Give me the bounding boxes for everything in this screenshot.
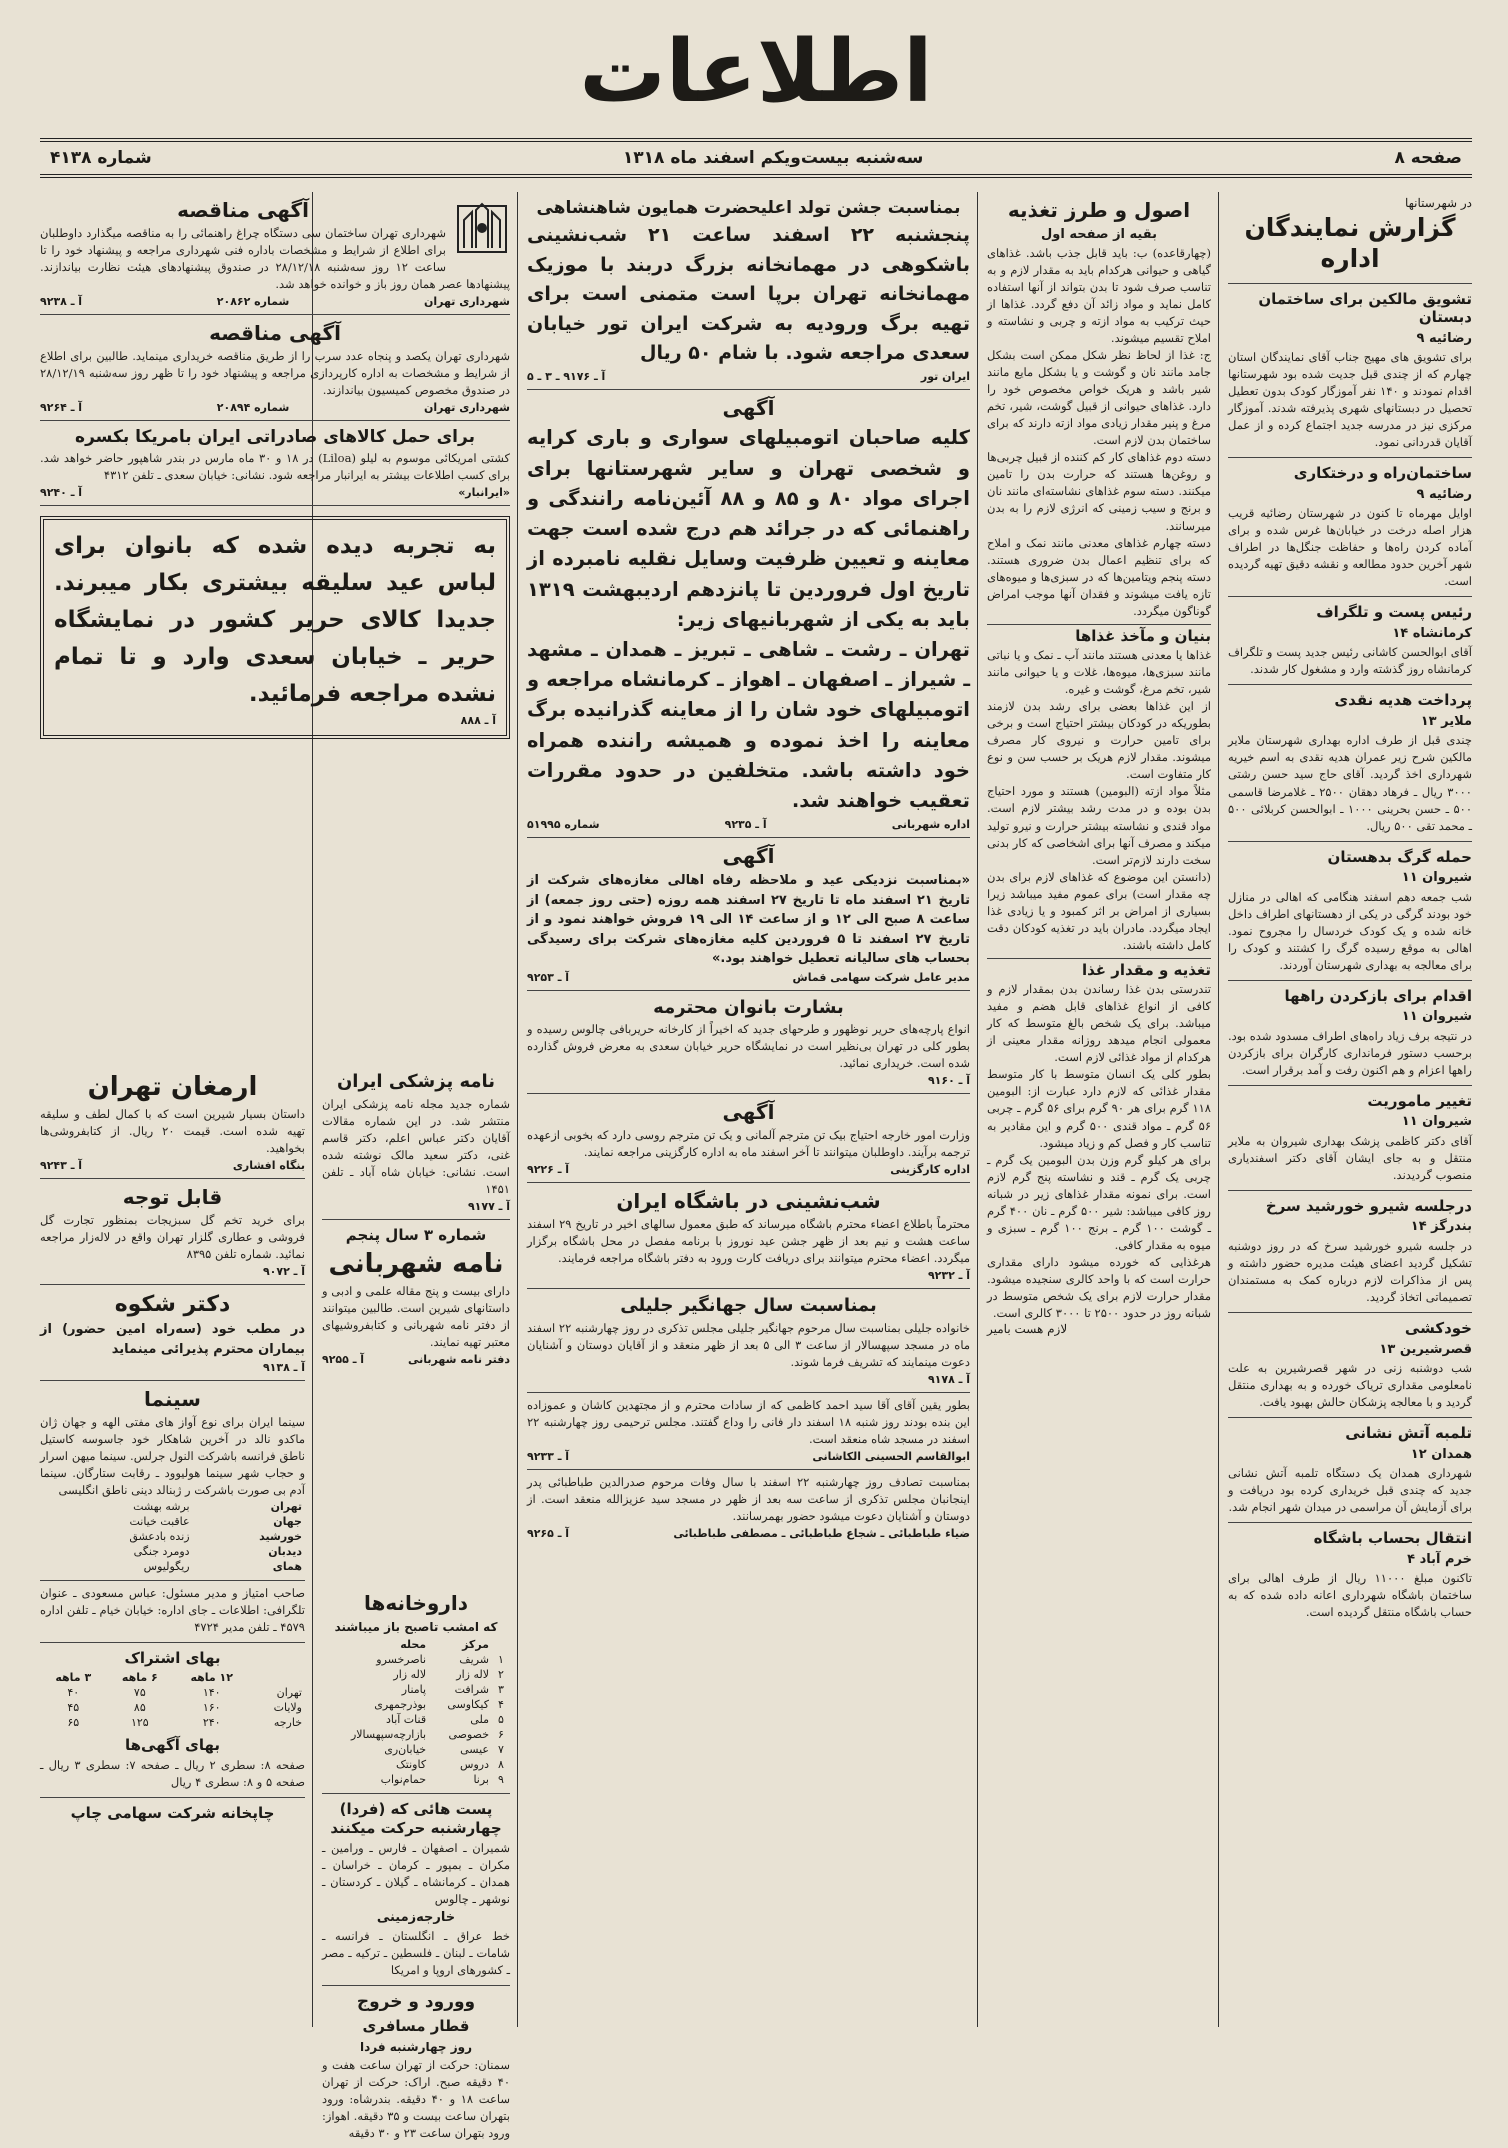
ad-memorial-kazemi (527, 1393, 970, 1470)
news-item (1228, 685, 1472, 841)
ad-signature: بنگاه افشاری (232, 1158, 305, 1172)
news-dateline: کرمانشاه ۱۴ (1392, 626, 1472, 642)
film-title: عاقبت خیانت (129, 1515, 190, 1529)
ad-footer (527, 816, 970, 831)
pharmacy-name: دروس (460, 1758, 489, 1771)
ad-store-hours (527, 838, 970, 991)
ad-footer (40, 484, 510, 499)
ad-code: آ ـ ۹۲۵۵ (322, 1352, 365, 1366)
table-cell: ولایات (273, 1700, 302, 1714)
article-end: لازم هست بامیر (987, 1321, 1068, 1336)
ad-footer (40, 1359, 305, 1374)
table-cell: ۱۲۵ (130, 1715, 149, 1729)
pharmacies-subtitle: که امشب تاصبح باز میباشند (334, 1620, 498, 1634)
cinema-listings (40, 1381, 305, 1581)
ad-body: در مطب خود (سه‌راه امین حضور) از بیماران محترم پذیرائی مینماید (40, 1322, 305, 1357)
column-header: ۳ ماهه (55, 1670, 92, 1684)
row-number: ۷ (498, 1743, 504, 1756)
news-item (1228, 1523, 1472, 1627)
foreign-post-body: خط عراق ـ انگلستان ـ فرانسه ـ شامات ـ لبنان ـ فلسطین ـ ترکیه ـ مصر ـ کشورهای اروپا و امریکا (322, 1928, 510, 1977)
district-name: ناصرخسرو (376, 1653, 427, 1666)
ad-footer (527, 1448, 970, 1463)
ad-footer (54, 712, 496, 727)
article-subheading: بنیان و مآخذ غذاها (987, 624, 1211, 648)
district-name: بوذرجمهری (374, 1698, 427, 1711)
article-paragraph: مثلاً مواد ازته (البومین) هستند و مورد احتیاج بدن بوده و در مدت رشد بیشتر لازم است. مواد قندی و نشاسته بیشتر حرارت و نیرو تولید میکند و مصرف آنها برای اشخاصی که کار بدنی سخت دارند لازم‌تر است. (987, 784, 1211, 867)
ad-title: آگهی مناقصه (209, 321, 341, 346)
pharmacy-name: عیسی (460, 1743, 489, 1756)
film-title: دومرد جنگی (133, 1545, 190, 1559)
ad-number: شماره ۵۱۹۹۵ (527, 818, 600, 832)
article-nutrition (987, 192, 1211, 1342)
ad-shipping (40, 421, 510, 506)
provinces-header (1228, 192, 1472, 284)
district-name: پامنار (401, 1683, 427, 1696)
article-paragraph: دسته دوم غذاهای کار کم کننده از قبیل چربی‌ها و روغن‌ها هستند که حرارت بدن را تامین میکنند. دسته سوم غذاهای نشاسته‌ای مانند نان و برنج و سیب زمینی که انرژی لازم را به بدن میرسانند. (987, 450, 1211, 533)
ad-title: شب‌نشینی در باشگاه ایران (616, 1189, 881, 1214)
page-number: صفحه ۸ (1394, 148, 1462, 168)
ad-armaghan (40, 1065, 305, 1179)
post-schedule (322, 1794, 510, 1986)
news-title: اقدام برای بازکردن راهها (1284, 986, 1472, 1005)
ad-signature: ایران تور (920, 370, 970, 384)
district-name: کاونتک (395, 1758, 427, 1771)
ad-footer (527, 1371, 970, 1386)
subscription-title: بهای اشتراک (124, 1649, 221, 1668)
column-classifieds-top (40, 192, 510, 1060)
article-paragraph: تندرستی بدن غذا رساندن بدن بمقدار لازم و کافی از انواع غذاهای قابل هضم و مفید میباشد. برای یک شخص بالغ متوسط که کار معمولی انجام میدهد روزانه مقدار معینی از هرکدام از مواد غذائی لازم است. (987, 982, 1211, 1065)
district-name: قنات آباد (385, 1713, 427, 1726)
table-row (322, 1652, 510, 1667)
news-dateline: خرم آباد ۴ (1407, 1551, 1472, 1567)
column-header (250, 1670, 305, 1685)
film-title: ریگولیوس (143, 1560, 190, 1574)
column-header: محله (400, 1638, 427, 1651)
cinema-name: خورشید (259, 1530, 302, 1544)
news-body: شب جمعه دهم اسفند هنگامی که اهالی در منازل خود بودند گرگی در یکی از دهستانهای اطراف داخل خانه شده و یک کودک خردسال را مجروح نمود. اهالی به موقع رسیده گرگ را کشتند و کودک را برای معالجه به بهداری شهرستان آوردند. (1228, 889, 1472, 972)
ad-memorial-tabatabai (527, 1470, 970, 1546)
news-title: حمله گرگ بدهستان (1327, 847, 1472, 866)
ad-body: شهرداری تهران یکصد و پنجاه عدد سرب را از طریق مناقصه خریداری مینماید. طالبین برای اطلاع از شرایط و مشخصات به اداره کارپردازی مراجعه و پیشنهاد خود را تا ظهر روز سه‌شنبه ۲۸/۱۲/۱۹ در صندوق مخصوص کمیسیون بیاندازند. (40, 349, 510, 398)
column-header: مرکز (462, 1638, 489, 1651)
table-cell: خارجه (273, 1715, 302, 1729)
table-row (40, 1529, 305, 1544)
news-dateline: رضائیه ۹ (1416, 487, 1472, 503)
column-rule (977, 192, 978, 2027)
imprint (40, 1581, 305, 1643)
ad-police-journal (322, 1220, 510, 1372)
news-item (1228, 1313, 1472, 1418)
table-row (40, 1700, 305, 1715)
news-dateline: رضائیه ۹ (1416, 331, 1472, 346)
table-row (322, 1727, 510, 1742)
news-title: رئیس پست و تلگراف (1316, 603, 1472, 622)
table-cell: ۸۵ (133, 1700, 146, 1714)
ad-title: بمناسبت جشن تولد اعلیحضرت همایون شاهنشاهی (536, 198, 961, 218)
ad-code: آ ـ ۹۲۳۳ (527, 1450, 570, 1463)
news-body: برای تشویق های مهیج جناب آقای نمایندگان استان چهارم که از چندی قبل جدیت شده بود شهرستانها اقدام نمودند و ۱۴۰ نفر آموزگار کودک بدون تعطیل تحصیل در دبستانهای شهری پذیرفته شدند. آموزگار مرکزی نیز در مدرسه جدید اجتماع کرده و از عمل آقایان قدردانی نمود. (1228, 350, 1472, 450)
pharmacies-title: داروخانه‌ها (363, 1591, 468, 1615)
table-row (40, 1559, 305, 1574)
news-body: شهرداری همدان یک دستگاه تلمبه آتش نشانی جدید که چندی قبل خریداری کرده بود دریافت و برای آزمایش آن مراسمی در میدان شهر انجام شد. (1228, 1465, 1472, 1514)
ad-tender-traffic-lights (40, 192, 510, 315)
news-dateline: قصرشیرین ۱۳ (1379, 1341, 1472, 1357)
ad-signature: شهرداری تهران (424, 401, 510, 415)
cinema-name: تهران (270, 1500, 302, 1514)
news-title: تلمبه آتش نشانی (1345, 1423, 1472, 1442)
issue-number: شماره ۴۱۳۸ (50, 148, 152, 168)
article-paragraph: دسته چهارم غذاهای معدنی مانند نمک و املاح که برای تنظیم اعمال بدن ضروری هستند. دسته پنجم ویتامین‌ها که در سبزی‌ها و میوه‌های تازه یافت میشوند و فقدان آنها موجب امراض گوناگون میگردد. (987, 535, 1211, 618)
column-nutrition (987, 192, 1211, 2027)
news-body: تاکنون مبلغ ۱۱۰۰۰ ریال از طرف اهالی برای ساختمان باشگاه شهرداری اعانه داده شده که به حساب باشگاه منتقل گردیده است. (1228, 1570, 1473, 1619)
news-dateline: شیروان ۱۱ (1401, 1009, 1472, 1025)
ad-body: وزارت امور خارجه احتیاج بیک تن مترجم آلمانی و یک تن مترجم روسی دارد که بخوبی ازعهده ترجمه برآیند. داوطلبان میتوانند تا آخر اسفند ماه به اداره کارگزینی مراجعه نمایند. (527, 1128, 970, 1160)
ad-body: به تجربه دیده شده که بانوان برای لباس عید سلیقه بیشتری بکار میبرند. جدیدا کالای حریر کشور در نمایشگاه حریر ـ خیابان سعدی وارد و تا تمام نشده مراجعه فرمائید. (54, 533, 496, 707)
ad-body-cities: تهران ـ رشت ـ شاهی ـ تبریز ـ همدان ـ مشهد ـ شیراز ـ اصفهان ـ اهواز ـ کرمانشاه مراجعه و اتومبیلهای خود شان را از معاینه گذرانیده برگ معاینه را اخذ نموده و همیشه راننده همراه خود داشته باشد. متخلفین در حدود مقررات تعقیب خواهند شد. (527, 637, 970, 813)
ad-body: انواع پارچه‌های حریر نوظهور و طرحهای جدید که اخیراً از کارخانه حریربافی چالوس رسیده و بطور کلی در تهران بی‌نظیر است در نمایشگاه حریر خیابان سعدی به معرض فروش گذارده شده است. خریداری نمائید. (527, 1022, 970, 1071)
subscription-table (40, 1670, 305, 1730)
ad-footer (527, 1525, 970, 1540)
ad-signature: «ایرانبار» (458, 486, 510, 500)
table-cell: ۶۵ (67, 1715, 80, 1729)
table-cell: ۴۰ (67, 1685, 80, 1699)
ad-vehicle-inspection (527, 390, 970, 838)
ad-body: شهرداری تهران ساختمان سی دستگاه چراغ راهنمائی را به مناقصه میگذارد داوطلبان برای اطلاع از شرایط و مشخصات باداره فنی شهرداری مراجعه و پیشنهاد خود را تا ساعت ۱۲ روز سه‌شنبه ۲۸/۱۲/۱۸ در صندوق پیشنهادهای هیئت نظارت بیاندازند. پیشنهادها عصر همان روز باز و خوانده خواهد شد. (40, 226, 510, 292)
ad-number: شماره ۲۰۸۹۴ (216, 401, 290, 415)
ad-code: آ ـ ۹۲۲۶ (527, 1163, 570, 1177)
news-dateline: ملایر ۱۳ (1420, 714, 1472, 730)
cinema-body: سینما ایران برای نوع آواز های مفتی الهه و جهان ژان ماکدو نالد در آخرین شاهکار خود جاسوسه کاستیل ناطق فرانسه باشرکت النول جرلس. سینما میهن اسرار و حجاب شهر سینما هولیوود ـ رقابت ستارگان. سینما آدم بی صورت باشرکت ر ژبنالد دینی ناطق انگلیسی (40, 1415, 305, 1498)
pharmacy-name: شریف (459, 1653, 489, 1666)
ad-rates-body: صفحه ۸: سطری ۲ ریال ـ صفحه ۷: سطری ۳ ریال ـ صفحه ۵ و ۸: سطری ۴ ریال (40, 1757, 306, 1789)
post-title: پست هائی که (فردا) چهارشنبه حرکت میکنند (330, 1800, 502, 1837)
ad-body: دارای بیست و پنج مقاله علمی و ادبی و داستانهای شیرین است. طالبین میتوانند از دفتر نامه شهربانی و کتابفروشیهای معتبر تهیه نمایند. (322, 1283, 510, 1349)
subscription-rates (40, 1643, 305, 1798)
table-cell: ۴۵ (67, 1700, 80, 1714)
ad-body: «بمناسبت نزدیکی عید و ملاحظه رفاه اهالی مغازه‌های شرکت از تاریخ ۲۱ اسفند ماه تا تاریخ ۲۷ اسفند همه روزه (حتی روز جمعه) از ساعت ۸ صبح الی ۱۲ و از ساعت ۱۴ الی ۱۹ فروش خواهند نمود و از تاریخ ۲۷ اسفند تا ۵ فروردین کلیه مغازه‌های شرکت برای رسیدگی بحساب های سالیانه تعطیل خواهند بود.» (527, 873, 970, 967)
pharmacy-name: شرافت (454, 1683, 489, 1696)
table-cell: ۲۴۰ (202, 1715, 221, 1729)
emblem-icon (454, 198, 510, 258)
ad-signature: اداره شهربانی (891, 818, 970, 832)
article-subheading: تغذیه و مقدار غذا (987, 958, 1211, 982)
news-title: پرداخت هدیه نقدی (1334, 691, 1472, 710)
ad-title: نامه پزشکی ایران (336, 1071, 496, 1092)
issue-date: سه‌شنبه بیست‌ویکم اسفند ماه ۱۳۱۸ (622, 148, 924, 168)
ad-code: آ ـ ۹۱۷۶ ـ ۳ ـ ۵ (527, 370, 606, 384)
ad-title: آگهی (722, 1100, 775, 1125)
pharmacy-name: خصوصی (448, 1728, 489, 1741)
news-title: انتقال بحساب باشگاه (1313, 1528, 1472, 1547)
article-continued: بقیه از صفحه اول (1041, 227, 1157, 242)
ad-title: ارمغان تهران (87, 1072, 258, 1102)
table-row (40, 1544, 305, 1559)
article-paragraph: غذاها یا معدنی هستند مانند آب ـ نمک و یا نباتی مانند سبزی‌ها، میوه‌ها، غلات و یا حیوانی مانند شیر، تخم مرغ، گوشت و غیره. (987, 648, 1211, 697)
column-header: ۱۲ ماهه (190, 1670, 233, 1684)
row-number: ۶ (498, 1728, 504, 1741)
masthead (40, 20, 1472, 125)
cinema-title: سینما (144, 1387, 201, 1412)
news-title: ساختمان‌راه و درختکاری (1293, 464, 1472, 483)
ad-kicker: شماره ۳ سال پنجم (345, 1225, 487, 1244)
ad-footer (322, 1351, 510, 1366)
news-item (1228, 284, 1472, 459)
train-schedule (322, 1986, 510, 2148)
ad-code: آ ـ ۹۱۶۰ (927, 1074, 970, 1088)
news-item (1228, 458, 1472, 597)
cinema-table (40, 1499, 305, 1574)
newspaper-page (40, 20, 1473, 2140)
news-dateline: شیروان ۱۱ (1401, 870, 1472, 886)
boxed-ad (40, 516, 510, 739)
ad-title: قابل توجه (122, 1184, 223, 1209)
article-paragraph: بطور کلی یک انسان متوسط با کار متوسط مقدار غذائی که لازم دارد عبارت از: البومین ۱۱۸ گرم برای هر ۹۰ گرم برای ۵۶ گرم ـ چربی ۵۶ گرم ـ مواد قندی ۵۰۰ گرم و این مقادیر به تناسب کار و فصل کم و زیاد میشود. (987, 1067, 1211, 1150)
table-row (322, 1742, 510, 1757)
ad-number: شماره ۲۰۸۶۲ (216, 295, 290, 309)
ad-body: پنجشنبه ۲۲ اسفند ساعت ۲۱ شب‌نشینی باشکوهی در مهمانخانه بزرگ دربند با موزیک مهمانخانه تهران برپا است متمنی است برای تهیه برگ ورودیه به شرکت ایران تور خیابان سعدی مراجعه شود. با شام ۵۰ ریال (527, 224, 970, 364)
ad-signature: ضیاء طباطبائی ـ شجاع طباطبائی ـ مصطفی طباطبائی (673, 1527, 970, 1541)
masthead-title: اطلاعات (579, 22, 933, 122)
ad-body: بطور یقین آقای آقا سید احمد کاظمی که از سادات محترم و از مجتهدین کاشان و عموزاده این بنده بودند روز شنبه ۱۸ اسفند دار فانی را وداع گفتند. مجلس ترحیمی روز چهارشنبه ۲۲ اسفند در مسجد شاه منعقد است. (527, 1397, 970, 1446)
column-left-small (40, 1065, 305, 2027)
news-dateline: شیروان ۱۱ (1401, 1114, 1472, 1130)
row-number: ۹ (498, 1773, 504, 1786)
ad-footer (40, 399, 510, 414)
district-name: خیابان‌ری (384, 1743, 427, 1756)
ad-signature: شهرداری تهران (424, 295, 510, 309)
news-dateline: همدان ۱۲ (1410, 1446, 1472, 1462)
header-bar (40, 138, 1472, 178)
ad-title: بمناسبت سال جهانگیر جلیلی (620, 1295, 877, 1317)
news-body: چندی قبل از طرف اداره بهداری شهرستان ملایر مالکین شرح زیر عمران هدیه نقدی به اسم خیریه شهرداری اخذ گردید. آقای حاج سید حسن رشتی ۳۰۰۰ ریال ـ فرهاد دهقان ۲۵۰۰ ـ غلامرضا قاسمی ۵۰۰ ـ حسن بحرینی ۱۰۰۰ ـ ابوالحسن کربلائی ۵۰۰ ـ محمد تقی ۵۰۰ ریال. (1228, 733, 1472, 833)
ad-body: بمناسبت تصادف روز چهارشنبه ۲۲ اسفند با سال وفات مرحوم صدرالدین طباطبائی پدر اینجانبان مجلس تذکری از ساعت سه بعد از ظهر در مسجد سید عزیزالله منعقد است. از دوستان و آشنایان دعوت میشود حضور بهمرسانند. (527, 1475, 970, 1524)
ad-footer (40, 1263, 305, 1278)
ad-code: آ ـ ۹۲۶۵ (527, 1527, 570, 1541)
pharmacy-table (322, 1637, 510, 1787)
ad-footer (527, 1072, 970, 1087)
table-row (322, 1757, 510, 1772)
ad-code: آ ـ ۹۲۶۴ (40, 401, 83, 415)
travel-title: وورود و خروج (356, 1991, 476, 2012)
row-number: ۳ (498, 1683, 504, 1696)
news-title: درجلسه شیرو خورشید سرخ (1265, 1196, 1472, 1215)
news-body: در نتیجه برف زیاد راه‌های اطراف مسدود شده بود. برحسب دستور فرمانداری کارگران برای بازکردن راهها اعزام و هم اکنون رفت و آمد برقرار است. (1228, 1028, 1472, 1077)
news-dateline: بندرگز ۱۴ (1410, 1219, 1472, 1235)
ad-code: آ ـ ۸۸۸ (460, 714, 496, 728)
table-cell: ۷۵ (133, 1685, 146, 1699)
ad-medical-journal (322, 1065, 510, 1220)
row-number: ۵ (498, 1713, 504, 1726)
table-row (322, 1697, 510, 1712)
table-row (322, 1772, 510, 1787)
news-body: شب دوشنبه زنی در شهر قصرشیرین به علت نامعلومی مقداری تریاک خورده و به بهداری منتقل گردید و با معالجه پزشکان حالش بهبود یافت. (1228, 1360, 1472, 1409)
ad-title: برای حمل کالاهای صادراتی ایران بامریکا بکسره (75, 427, 475, 448)
ad-body: خانواده جلیلی بمناسبت سال مرحوم جهانگیر جلیلی مجلس تذکری در روز چهارشنبه ۲۲ اسفند ماه در مسجد سپهسالار از ساعت ۳ الی ۵ بعد از ظهر منعقد و از آقایان دوستان و آشنایان دعوت مینمایند که تشریف فرما شوند. (527, 1320, 970, 1369)
row-number: ۱ (498, 1653, 504, 1666)
train-subtitle: روز چهارشنبه فردا (359, 2039, 473, 2054)
news-item (1228, 981, 1472, 1086)
article-paragraph: (چهارقاعده) ب: باید قابل جذب باشد. غذاهای گیاهی و حیوانی هرکدام باید به مقدار لازم و به تناسب صرف شود تا بدن بتواند از آنها استفاده کامل نماید و مواد زائد آن دفع گردد. غذاها از حیث ترکیب به مواد ازته و چربی و نشاسته و املاح تقسیم میشوند. (987, 246, 1211, 346)
ad-rates-title: بهای آگهی‌ها (124, 1735, 221, 1754)
ad-title: آگهی (722, 844, 775, 869)
ad-body: برای خرید تخم گل سبزیجات بمنظور تجارت گل فروشی و عطاری گلزار تهران واقع در لاله‌زار مراجعه نمائید. شماره تلفن ۸۳۹۵ (40, 1212, 305, 1261)
table-row (40, 1499, 305, 1514)
table-row (322, 1682, 510, 1697)
pharmacy-name: برنا (473, 1773, 489, 1786)
article-paragraph: ج: غذا از لحاظ نظر شکل ممکن است بشکل جامد مانند نان و گوشت و یا بشکل مایع مانند شیر باشد و هریک خواص مخصوص خود را دارد. غذاهای حیوانی از قبیل گوشت، شیر، تخم مرغ و پنیر مقدار زیادی مواد ازته دارند که برای ساختمان بدن لازم است. (987, 348, 1211, 448)
ad-notice (40, 1179, 305, 1285)
ad-signature: دفتر نامه شهربانی (407, 1352, 510, 1366)
ad-code: آ ـ ۹۲۵۳ (527, 970, 570, 984)
article-title: اصول و طرز تغذیه (1007, 198, 1191, 222)
foreign-post-title: خارجه‌زمینی (376, 1909, 456, 1925)
column-journals (322, 1065, 510, 1577)
ad-code: آ ـ ۹۱۳۸ (262, 1361, 305, 1375)
ad-footer (527, 1267, 970, 1282)
column-rule (1218, 192, 1219, 2027)
cinema-name: دیدبان (268, 1545, 302, 1559)
table-row (40, 1685, 305, 1700)
ad-body: کشتی امریکائی موسوم به لیلو (Liloa) در ۱۸ و ۳۰ ماه مارس در بندر شاهپور حاضر خواهد شد. برای کسب اطلاعات بیشتر به ایرانبار مراجعه شود. نشانی: خیابان سعدی ـ تلفن ۴۳۱۲ (40, 451, 510, 483)
ad-silk-exhibition (40, 506, 510, 751)
news-title: تشویق مالکین برای ساختمان دبستان (1258, 289, 1472, 327)
ad-footer (527, 368, 970, 383)
news-body: آقای دکتر کاظمی پزشک بهداری شیروان به ملایر منتقل و به جای ایشان آقای دکتر اسفندیاری منصوب گردیدند. (1228, 1133, 1472, 1182)
imprint-text: صاحب امتیاز و مدیر مسئول: عباس مسعودی ـ عنوان تلگرافی: اطلاعات ـ جای اداره: خیابان خیام ـ تلفن اداره ۴۵۷۹ ـ تلفن مدیر ۴۷۲۴ (40, 1586, 305, 1635)
table-row (322, 1667, 510, 1682)
table-cell: تهران (276, 1685, 302, 1699)
news-item (1228, 1418, 1472, 1523)
ad-title: آگهی مناقصه (177, 198, 309, 222)
pharmacy-name: لاله زار (456, 1668, 489, 1681)
news-body: آقای ابوالحسن کاشانی رئیس جدید پست و تلگراف کرمانشاه روز گذشته وارد و مشغول کار شدند. (1228, 645, 1472, 677)
column-announcements (527, 192, 970, 2027)
ad-footer (527, 969, 970, 984)
ad-body: کلیه صاحبان اتومبیلهای سواری و باری کرایه و شخصی تهران و سایر شهرستانها برای اجرای مواد ۸۰ و ۸۵ و ۸۸ آئین‌نامه رانندگی و راهنمائی که در جرائد هم درج شده است جهت معاینه و تعیین ظرفیت وسایل نقلیه نامبرده از تاریخ اول فروردین تا پانزدهم اردیبهشت ۱۳۱۹ باید به یکی از شهربانیهای زیر: (527, 426, 970, 631)
post-body: شمیران ـ اصفهان ـ فارس ـ ورامین ـ مکران ـ بمپور ـ کرمان ـ خراسان ـ همدان ـ کرمانشاه ـ گیلان ـ کردستان ـ نوشهر ـ چالوس (322, 1840, 510, 1906)
article-paragraph: هرغذایی که خورده میشود دارای مقداری حرارت است که با واحد کالری سنجیده میشود. مقدار حرارت لازم برای یک شخص متوسط در شبانه روز در حدود ۲۵۰۰ تا ۳۰۰۰ کالری است. (987, 1254, 1211, 1320)
section-title: گزارش نمایندگان اداره (1244, 213, 1456, 274)
district-name: حمام‌نواب (380, 1773, 427, 1786)
film-title: برشه بهشت (133, 1500, 190, 1514)
ad-code: آ ـ ۹۲۳۸ (40, 295, 83, 309)
news-item (1228, 1191, 1472, 1313)
ad-title: بشارت بانوان محترمه (653, 996, 844, 1018)
row-number: ۸ (498, 1758, 504, 1771)
pharmacies (322, 1585, 510, 1794)
article-paragraph: از این غذاها بعضی برای رشد بدن لازمند بطوریکه در کودکان بیشتر احتیاج است و برخی برای تامین حرارت و نیروی کار مصرف میشوند. مقدار لازم هریک بر حسب سن و نوع کار متفاوت است. (987, 699, 1211, 782)
ad-footer (40, 293, 510, 308)
news-body: در جلسه شیرو خورشید سرخ که در روز دوشنبه تشکیل گردید اعضای هیئت مدیره حضور داشته و پس از مذاکرات لازم درباره کمک به مستمندان تصمیماتی اتخاذ گردید. (1228, 1238, 1472, 1304)
district-name: بازارچه‌سپهسالار (350, 1728, 427, 1741)
column-provinces (1228, 192, 1472, 2027)
news-item (1228, 597, 1472, 685)
ad-code: آ ـ ۹۲۳۵ (724, 818, 767, 832)
ad-code: آ ـ ۹۰۷۲ (262, 1264, 305, 1278)
printer-name: چاپخانه شرکت سهامی چاپ (70, 1803, 275, 1822)
table-cell: ۱۴۰ (202, 1685, 221, 1699)
ad-code: آ ـ ۹۲۴۰ (40, 486, 83, 500)
ad-signature: ابوالقاسم الحسینی الکاشانی (812, 1450, 970, 1463)
cinema-name: همای (272, 1560, 302, 1574)
ad-footer (40, 1157, 305, 1172)
column-services (322, 1585, 511, 2140)
cinema-name: جهان (273, 1515, 302, 1529)
ad-body: داستان بسیار شیرین است که با کمال لطف و سلیقه تهیه شده است. قیمت ۲۰ ریال. از کتابفروشی‌ها بخواهید. (40, 1106, 305, 1155)
ad-code: آ ـ ۹۲۳۲ (927, 1269, 970, 1283)
ad-code: آ ـ ۹۱۷۸ (927, 1372, 970, 1386)
printer-line (40, 1798, 305, 1831)
article-paragraph: برای هر کیلو گرم وزن بدن البومین یک گرم ـ چربی یک گرم ـ قند و نشاسته پنج گرم لازم است. برای نمونه مقدار غذاهای زیر در شبانه روز کافی میباشد: شیر ۵۰۰ گرم ـ نان ۴۰۰ گرم ـ گوشت ۱۰۰ گرم ـ برنج ۱۰۰ گرم ـ سبزی و میوه به مقدار کافی. (987, 1152, 1211, 1252)
news-title: خودکشی (1404, 1318, 1472, 1337)
ad-silk-fabrics (527, 991, 970, 1095)
ad-iran-club (527, 1183, 970, 1289)
ad-body: شماره جدید مجله نامه پزشکی ایران منتشر شد. در این شماره مقالات آقایان دکتر عباس اعلم، دکتر قاسم غنی، دکتر سعید مالک نوشته شده است. نشانی: خیابان شاه آباد ـ تلفن ۱۴۵۱ (322, 1096, 510, 1196)
ad-title: نامه شهربانی (328, 1249, 504, 1280)
ad-tender-lead (40, 315, 510, 421)
ad-signature: اداره کارگزینی (890, 1163, 970, 1177)
news-item (1228, 1086, 1472, 1191)
column-rule (517, 192, 518, 2027)
ad-signature: مدیر عامل شرکت سهامی قماش (792, 970, 970, 984)
ad-doctor (40, 1285, 305, 1382)
train-body: سمنان: حرکت از تهران ساعت هفت و ۴۰ دقیقه صبح. اراک: حرکت از تهران ساعت ۱۸ و ۴۰ دقیقه. بندرشاه: ورود بتهران ساعت بیست و ۳۵ دقیقه. اهواز: ورود بتهران ساعت ۲۳ و ۳۰ دقیقه (322, 2057, 511, 2140)
news-item (1228, 842, 1472, 981)
news-title: تغییر ماموریت (1367, 1091, 1472, 1110)
news-body: اوایل مهرماه تا کنون در شهرستان رضائیه قریب هزار اصله درخت در خیابان‌ها غرس شده و برای آماده کردن راه‌ها و حفاظت جنگل‌ها در اطراف شهر آخرین حدود مطالعه و نقشه دقیق تهیه گردیده است. (1228, 506, 1472, 589)
table-row (40, 1715, 305, 1730)
film-title: زنده بادعشق (129, 1530, 190, 1544)
row-number: ۲ (498, 1668, 504, 1681)
table-row (40, 1514, 305, 1529)
column-header: ۶ ماهه (121, 1670, 158, 1684)
ad-code: آ ـ ۹۱۷۷ (467, 1199, 510, 1213)
ad-title: آگهی (722, 396, 775, 421)
ad-body: محترماً باطلاع اعضاء محترم باشگاه میرساند که طبق معمول سالهای اخیر در تاریخ ۲۹ اسفند ساعت هشت و نیم بعد از ظهر جشن عید نوروز با برنامه مفصل در محل باشگاه برگزار میگردد. اعضاء محترم میتوانند برای دریافت کارت ورود به دفتر باشگاه مراجعه فرمایند. (527, 1217, 970, 1266)
ad-title: دکتر شکوه (114, 1291, 231, 1317)
ad-code: آ ـ ۹۲۴۳ (40, 1158, 83, 1172)
ad-foreign-ministry (527, 1094, 970, 1183)
train-title: قطار مسافری (362, 2017, 470, 2036)
ad-birthday-celebration (527, 192, 970, 390)
table-cell: ۱۶۰ (202, 1700, 221, 1714)
pharmacy-name: کیکاوسی (447, 1698, 489, 1711)
ad-footer (322, 1198, 510, 1213)
section-kicker: در شهرستانها (1404, 196, 1472, 210)
article-paragraph: (دانستن این موضوع که غذاهای لازم برای بدن چه مقدار است) برای عموم مفید میباشد زیرا بسیاری از امراض بر اثر کمبود و یا زیادی غذا ایجاد میگردد. مادران باید در تغذیه کودکان دقت کامل داشته باشند. (987, 869, 1211, 952)
table-row (322, 1712, 510, 1727)
ad-memorial-jalili (527, 1289, 970, 1393)
district-name: لاله زار (393, 1668, 427, 1681)
ad-footer (527, 1161, 970, 1176)
row-number: ۴ (498, 1698, 504, 1711)
pharmacy-name: ملی (470, 1713, 489, 1726)
